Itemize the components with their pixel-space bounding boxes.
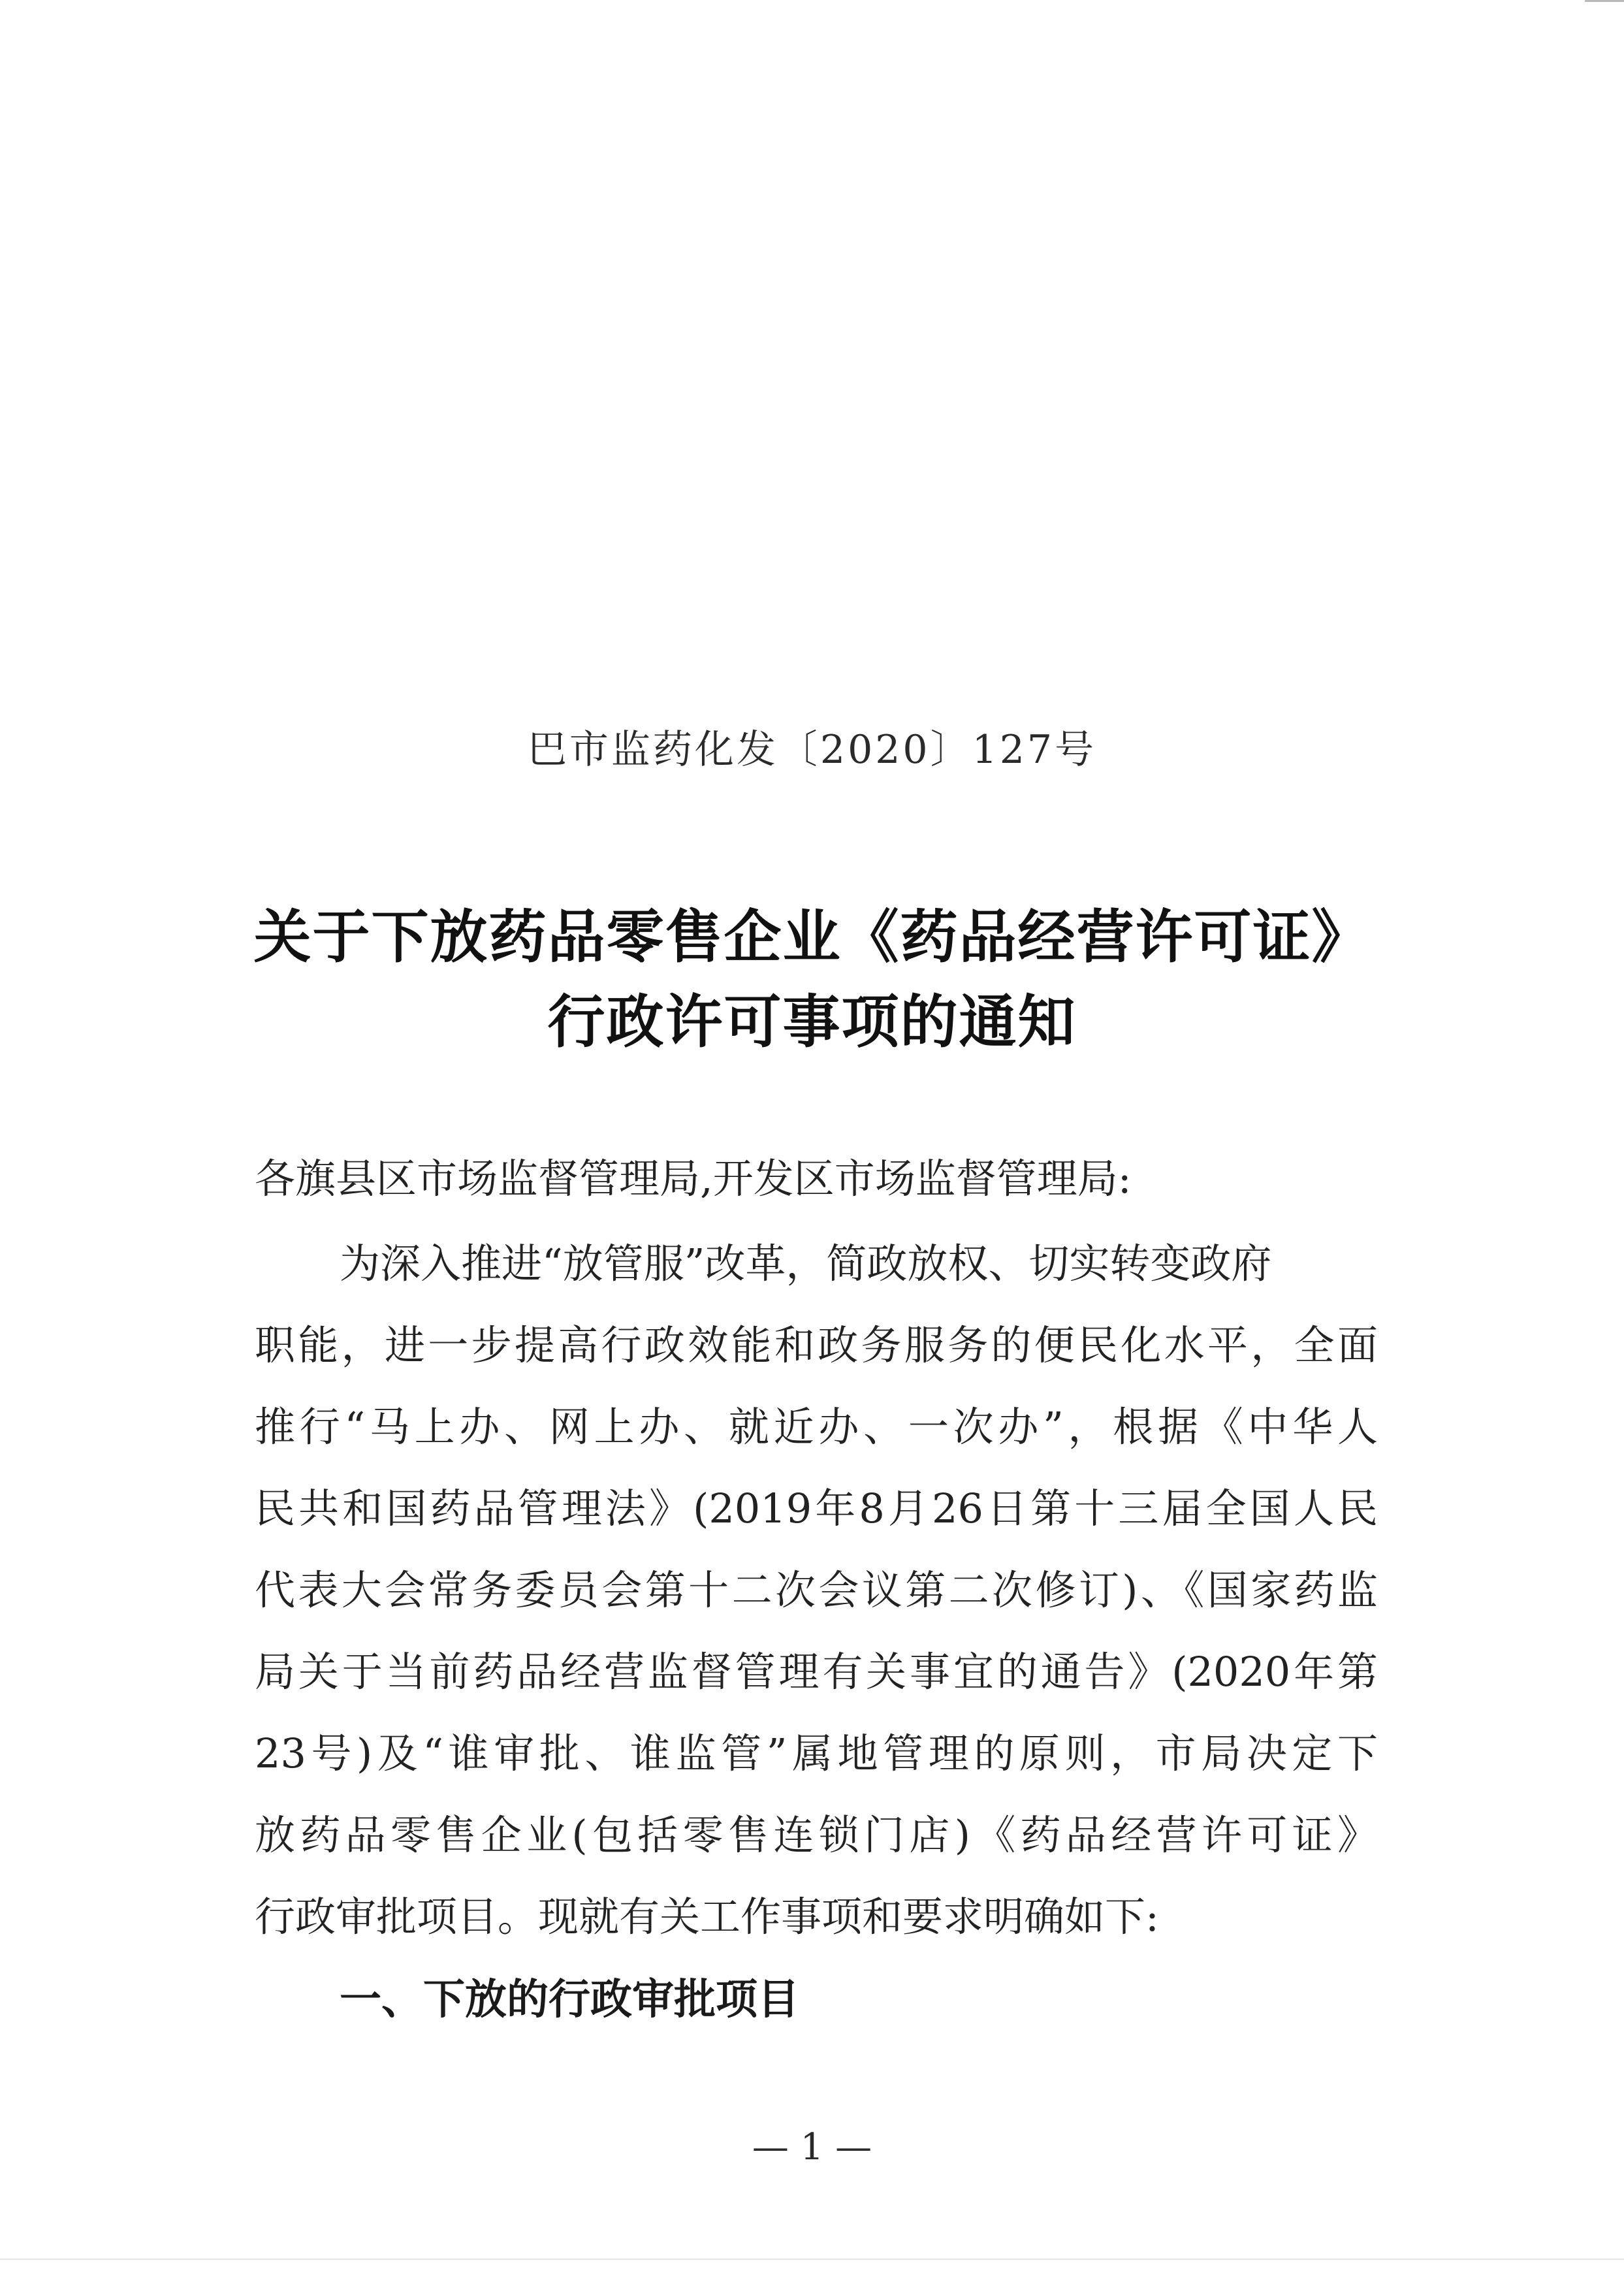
body-line: 职能，进一步提高行政效能和政务服务的便民化水平，全面 [255, 1321, 1378, 1369]
scan-bottom-mark [0, 2259, 1624, 2260]
title-line-2: 行政许可事项的通知 [547, 988, 1077, 1055]
body-line: 局关于当前药品经营监督管理有关事宜的通告》(2020年第 [255, 1648, 1378, 1696]
body-line: 放药品零售企业(包括零售连锁门店)《药品经营许可证》 [255, 1811, 1378, 1859]
body-line: 为深入推进“放管服”改革，简政放权、切实转变政府 [340, 1240, 1272, 1287]
body-line: 民共和国药品管理法》(2019年8月26日第十三届全国人民 [255, 1485, 1378, 1532]
scan-edge-mark [1585, 0, 1624, 2]
body-line: 推行“马上办、网上办、就近办、一次办”，根据《中华人 [255, 1403, 1378, 1451]
body-line: 23号)及“谁审批、谁监管”属地管理的原则，市局决定下 [255, 1730, 1378, 1777]
page-number: — 1 — [752, 2126, 872, 2168]
document-number: 巴市监药化发〔2020〕127号 [527, 727, 1097, 773]
body-line: 代表大会常务委员会第十二次会议第二次修订)、《国家药监 [255, 1566, 1378, 1614]
title-line-1: 关于下放药品零售企业《药品经营许可证》 [253, 903, 1371, 971]
body-line: 行政审批项目。现就有关工作事项和要求明确如下: [255, 1893, 1159, 1940]
section-heading: 一、下放的行政审批项目 [340, 1976, 799, 2024]
salutation: 各旗县区市场监督管理局,开发区市场监督管理局: [255, 1155, 1132, 1202]
